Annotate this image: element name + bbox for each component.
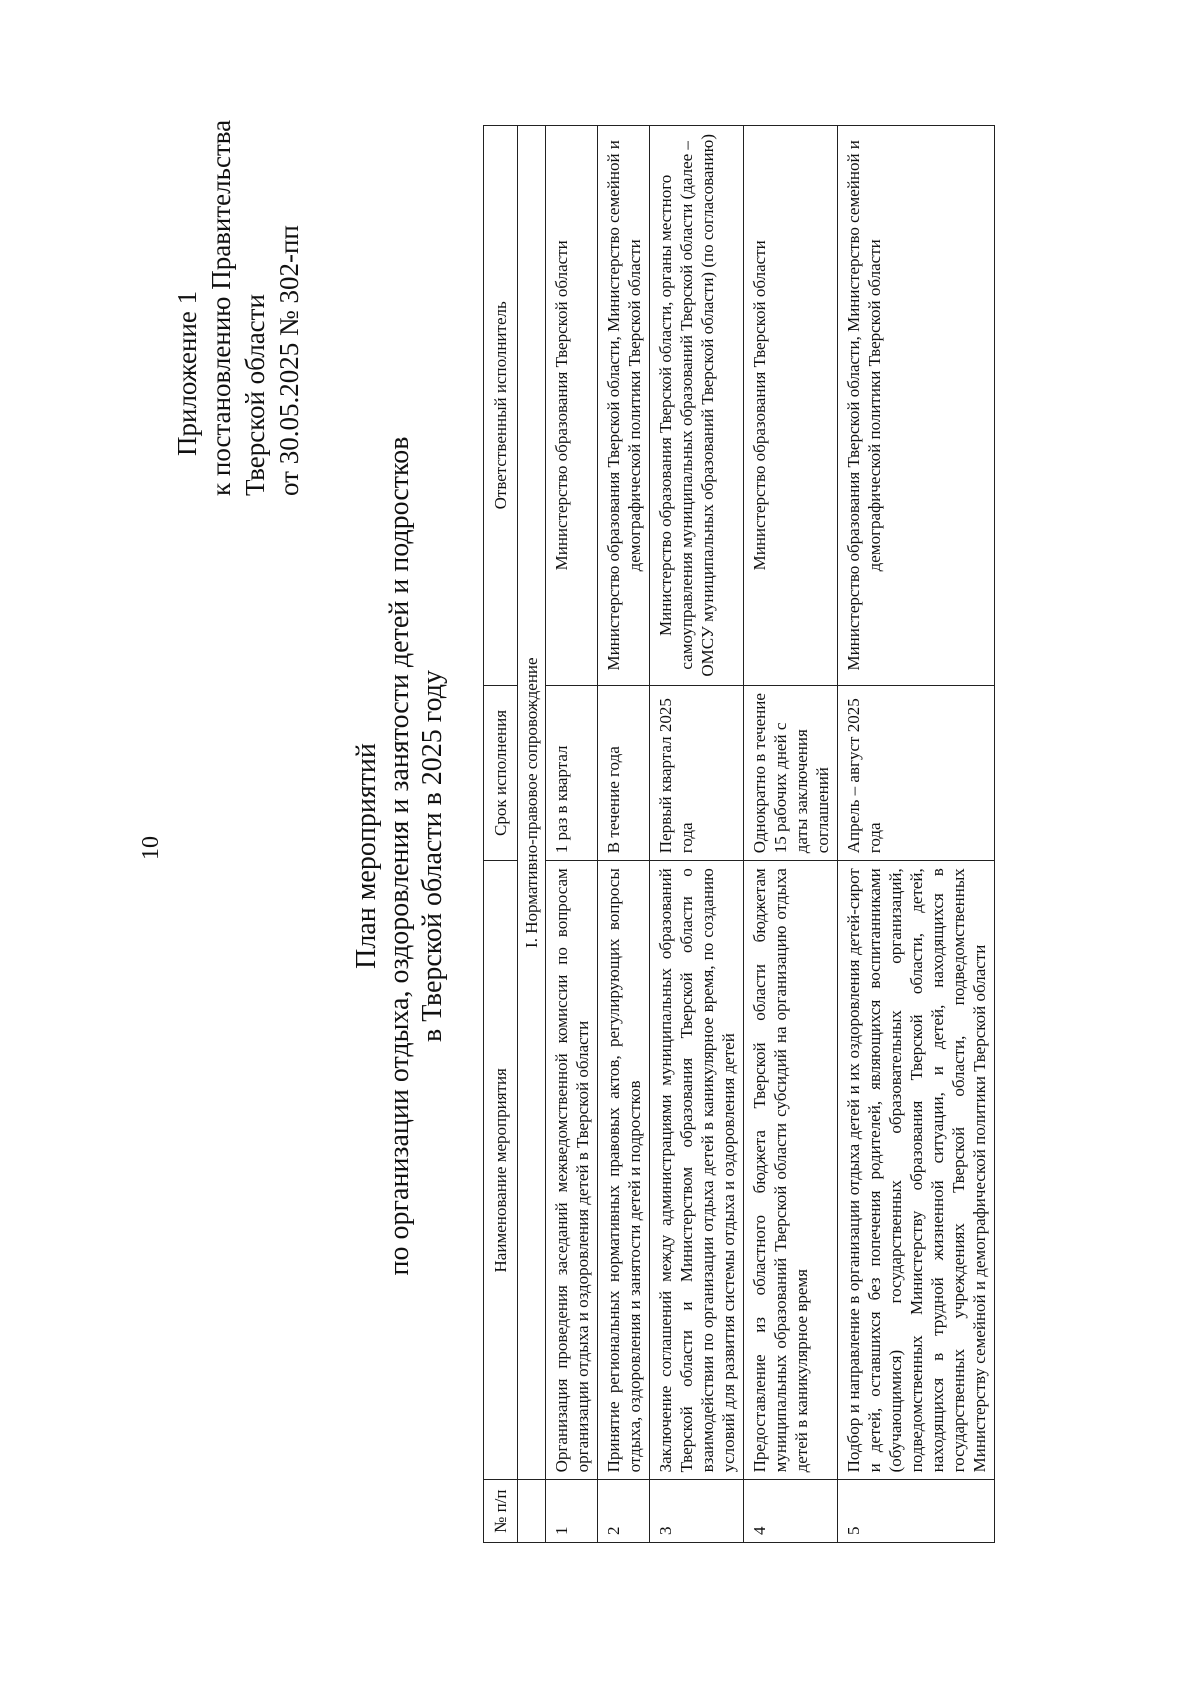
table-row	[546, 126, 598, 1543]
row-num: 1	[546, 1480, 598, 1543]
row-executor: Министерство образования Тверской области	[546, 126, 598, 686]
section-num-cell	[518, 1480, 546, 1543]
row-name: Подбор и направление в организации отдыха детей и их оздоровления детей-сирот и детей, оставшихся без попечения родителей, являющихся воспитанниками (обучающимися) государственных образовательных организаций, подведомственных Министерству образования Тверской области, детей, находящихся в трудной жизненной ситуации, и детей, находящихся в государственных учреждениях Тверской области, подведомственных Министерству семейной и демографической политики Тверской области	[838, 861, 995, 1480]
section-title: I. Нормативно-правовое сопровождение	[518, 126, 546, 1480]
document-title	[350, 186, 449, 1526]
row-term: Первый квартал 2025 года	[650, 685, 744, 861]
appendix-line-4: от 30.05.2025 № 302-пп	[274, 225, 304, 496]
page-number: 10	[138, 836, 164, 860]
appendix-line-2: к постановлению Правительства	[206, 119, 236, 496]
table-row	[598, 126, 650, 1543]
title-line-1: План мероприятий	[351, 743, 382, 969]
appendix-line-3: Тверской области	[240, 294, 270, 496]
row-executor: Министерство образования Тверской области	[744, 126, 838, 686]
appendix-line-1: Приложение 1	[172, 290, 202, 456]
row-executor: Министерство образования Тверской области, Министерство семейной и демографической политики Тверской области	[598, 126, 650, 686]
row-term: 1 раз в квартал	[546, 685, 598, 861]
row-name: Предоставление из областного бюджета Тверской области бюджетам муниципальных образований Тверской области субсидий на организацию отдыха детей в каникулярное время	[744, 861, 838, 1480]
row-num: 3	[650, 1480, 744, 1543]
table-row	[838, 126, 995, 1543]
title-line-3: в Тверской области в 2025 году	[417, 669, 448, 1043]
row-num: 4	[744, 1480, 838, 1543]
plan-table	[483, 125, 995, 1543]
table-header-row	[484, 126, 518, 1543]
table-row	[744, 126, 838, 1543]
header-term: Срок исполнения	[484, 685, 518, 861]
section-row	[518, 126, 546, 1543]
header-executor: Ответственный исполнитель	[484, 126, 518, 686]
title-line-2: по организации отдыха, оздоровления и занятости детей и подростков	[384, 436, 415, 1276]
row-name: Принятие региональных нормативных правовых актов, регулирующих вопросы отдыха, оздоровления и занятости детей и подростков	[598, 861, 650, 1480]
row-term: Апрель – август 2025 года	[838, 685, 995, 861]
row-num: 5	[838, 1480, 995, 1543]
table-row	[650, 126, 744, 1543]
row-executor: Министерство образования Тверской области, органы местного самоуправления муниципальных образований Тверской области (далее – ОМСУ муниципальных образований Тверской области) (по согласованию)	[650, 126, 744, 686]
header-num: № п/п	[484, 1480, 518, 1543]
row-num: 2	[598, 1480, 650, 1543]
row-term: В течение года	[598, 685, 650, 861]
appendix-block	[170, 120, 306, 496]
row-term: Однократно в течение 15 рабочих дней с даты заключения соглашений	[744, 685, 838, 861]
row-name: Организация проведения заседаний межведомственной комиссии по вопросам организации отдыха и оздоровления детей в Тверской области	[546, 861, 598, 1480]
row-name: Заключение соглашений между администрациями муниципальных образований Тверской области и Министерством образования Тверской области о взаимодействии по организации отдыха детей в каникулярное время, по созданию условий для развития системы отдыха и оздоровления детей	[650, 861, 744, 1480]
row-executor: Министерство образования Тверской области, Министерство семейной и демографической политики Тверской области	[838, 126, 995, 686]
header-name: Наименование мероприятия	[484, 861, 518, 1480]
